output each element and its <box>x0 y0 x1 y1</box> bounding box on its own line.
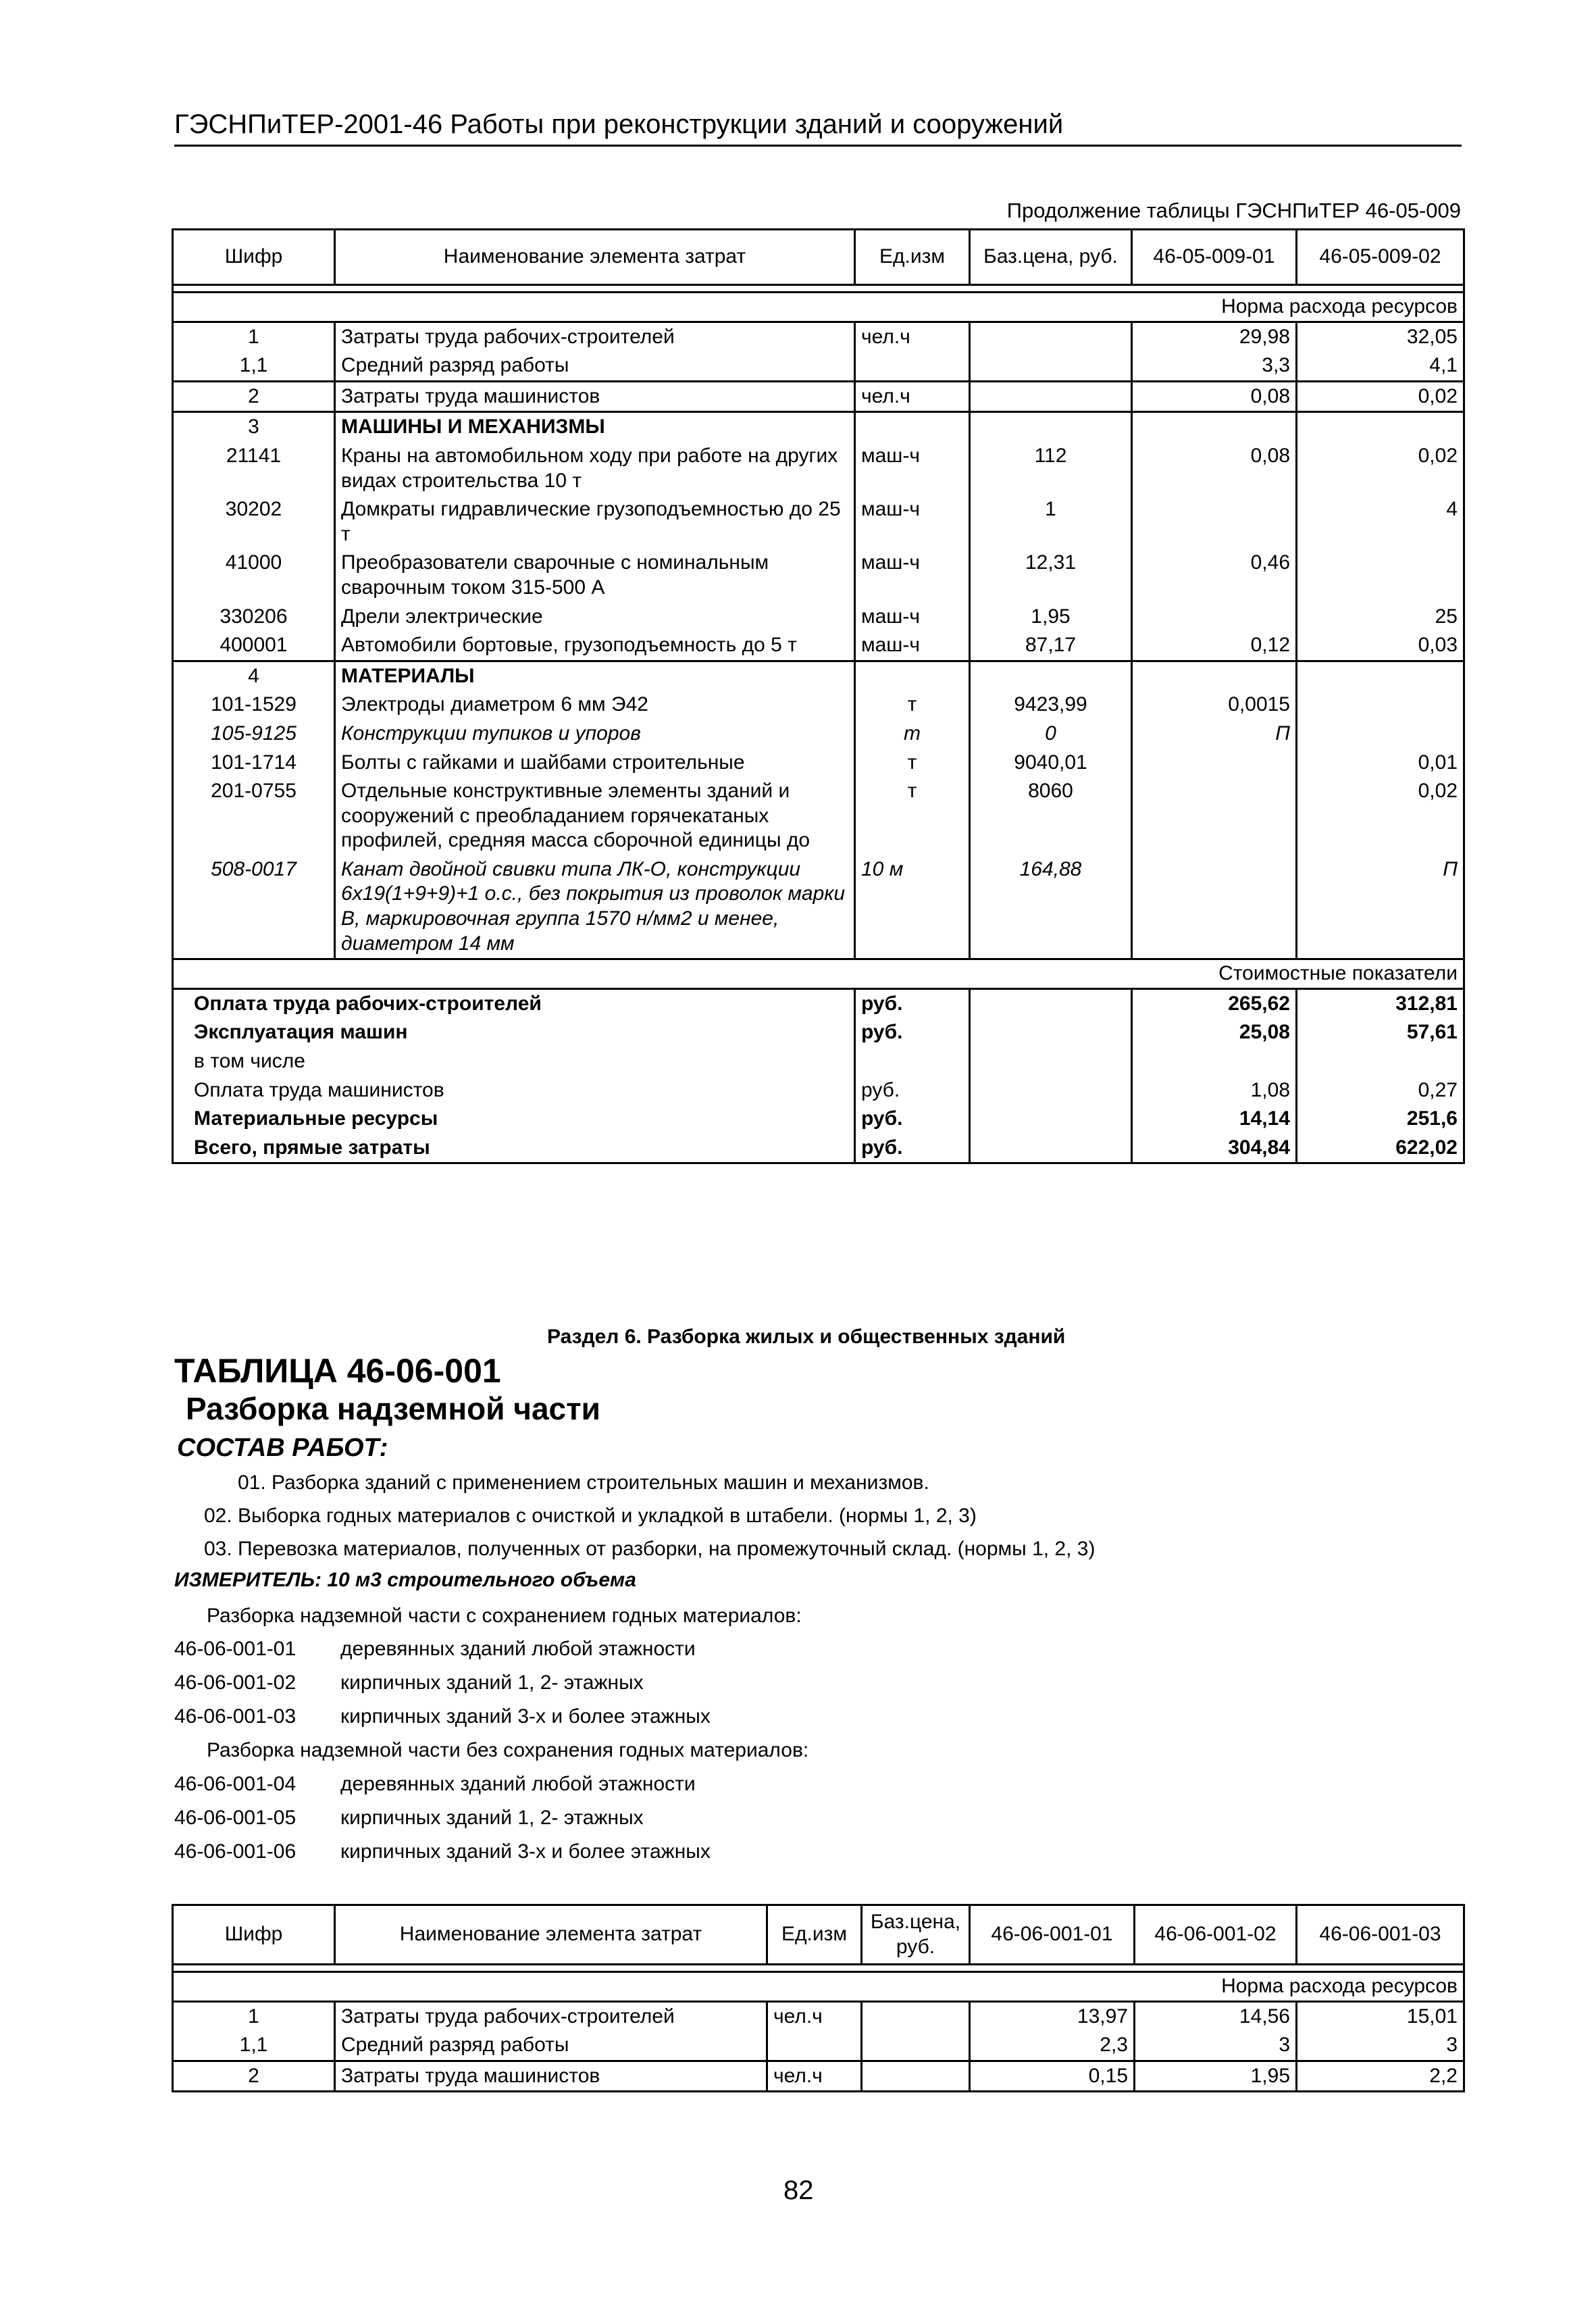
table-row: 508-0017 Канат двойной свивки типа ЛК-О, конструкции 6х19(1+9+9)+1 о.с., без покрытия из проволок марки В, маркировочная группа 1570 н/мм2 и менее, диаметром 14 мм 10 м 164,88 П <box>173 855 1464 959</box>
norm-code: 46-06-001-01 <box>174 1638 297 1660</box>
norm-code: 46-06-001-06 <box>174 1840 297 1863</box>
col-header-code-03: 46-06-001-03 <box>1297 1905 1464 1965</box>
table-row: 41000 Преобразователи сварочные с номинальным сварочным током 315-500 А маш-ч 12,31 0,46 <box>173 549 1464 602</box>
cost-row: Оплата труда рабочих-строителей руб. 265,62 312,81 <box>173 988 1464 1018</box>
header-gap <box>173 1965 1464 1972</box>
table-row: 1,1 Средний разряд работы 2,3 3 3 <box>173 2031 1464 2061</box>
work-item: 03. Перевозка материалов, полученных от разборки, на промежуточный склад. (нормы 1, 2, 3) <box>204 1538 1096 1560</box>
table-row: 1,1 Средний разряд работы 3,3 4,1 <box>173 351 1464 381</box>
col-header-name: Наименование элемента затрат <box>335 1905 767 1965</box>
table-row: 2 Затраты труда машинистов чел.ч 0,08 0,02 <box>173 381 1464 412</box>
table-row: 101-1714 Болты с гайками и шайбами строительные т 9040,01 0,01 <box>173 749 1464 778</box>
table-row: 201-0755 Отдельные конструктивные элементы зданий и сооружений с преобладанием горячекатаных профилей, средняя масса сборочной единицы до т 8060 0,02 <box>173 777 1464 855</box>
band-resource-norms: Норма расхода ресурсов <box>173 293 1464 322</box>
table-subtitle: Разборка надземной части <box>186 1391 600 1426</box>
group-heading: Разборка надземной части с сохранением годных материалов: <box>207 1605 802 1627</box>
work-item: 02. Выборка годных материалов с очисткой и укладкой в штабели. (нормы 1, 2, 3) <box>204 1505 977 1527</box>
table-continuation-note: Продолжение таблицы ГЭСНПиТЕР 46-05-009 <box>1006 199 1461 222</box>
col-header-name: Наименование элемента затрат <box>335 230 855 285</box>
col-header-code-02: 46-06-001-02 <box>1135 1905 1297 1965</box>
table-row-section-materials: 4 МАТЕРИАЛЫ <box>173 661 1464 690</box>
works-heading: СОСТАВ РАБОТ: <box>177 1434 388 1462</box>
table-row: 330206 Дрели электрические маш-ч 1,95 25 <box>173 603 1464 632</box>
cost-row: в том числе <box>173 1047 1464 1076</box>
col-header-unit: Ед.изм <box>767 1905 862 1965</box>
table-title: ТАБЛИЦА 46-06-001 <box>174 1352 501 1390</box>
band-resource-norms: Норма расхода ресурсов <box>173 1972 1464 2002</box>
table-header-row <box>173 230 1464 285</box>
cost-row: Эксплуатация машин руб. 25,08 57,61 <box>173 1018 1464 1047</box>
resource-table-46-06-001 <box>172 1904 1465 2092</box>
resource-table-46-05-009 <box>172 228 1465 1164</box>
page-number: 82 <box>783 2175 814 2205</box>
table-row: 1 Затраты труда рабочих-строителей чел.ч 29,98 32,05 <box>173 322 1464 351</box>
table-row: 400001 Автомобили бортовые, грузоподъемность до 5 т маш-ч 87,17 0,12 0,03 <box>173 631 1464 661</box>
table-row: 21141 Краны на автомобильном ходу при работе на других видах строительства 10 т маш-ч 112 0,08 0,02 <box>173 442 1464 495</box>
work-item: 01. Разборка зданий с применением строительных машин и механизмов. <box>238 1472 929 1494</box>
section-title: Раздел 6. Разборка жилых и общественных зданий <box>547 1326 1066 1348</box>
group-heading: Разборка надземной части без сохранения годных материалов: <box>207 1739 809 1761</box>
table-row: 2 Затраты труда машинистов чел.ч 0,15 1,95 2,2 <box>173 2061 1464 2092</box>
cost-row-total: Всего, прямые затраты руб. 304,84 622,02 <box>173 1134 1464 1163</box>
col-header-code: Шифр <box>173 230 335 285</box>
table-row: 30202 Домкраты гидравлические грузоподъемностью до 25 т маш-ч 1 4 <box>173 495 1464 549</box>
norm-code: 46-06-001-03 <box>174 1705 297 1728</box>
norm-description: кирпичных зданий 3-х и более этажных <box>340 1840 711 1863</box>
table-row-section-machines: 3 МАШИНЫ И МЕХАНИЗМЫ <box>173 412 1464 442</box>
cost-row: Оплата труда машинистов руб. 1,08 0,27 <box>173 1076 1464 1105</box>
header-rule <box>174 145 1462 147</box>
table-header-row <box>173 1905 1464 1965</box>
cost-row: Материальные ресурсы руб. 14,14 251,6 <box>173 1105 1464 1134</box>
norm-code: 46-06-001-02 <box>174 1671 297 1694</box>
col-header-price: Баз.цена, руб. <box>862 1905 970 1965</box>
col-header-code: Шифр <box>173 1905 335 1965</box>
col-header-unit: Ед.изм <box>855 230 970 285</box>
norm-description: кирпичных зданий 3-х и более этажных <box>340 1705 711 1728</box>
col-header-code-01: 46-05-009-01 <box>1132 230 1297 285</box>
norm-code: 46-06-001-05 <box>174 1807 297 1829</box>
running-header: ГЭСНПиТЕР-2001-46 Работы при реконструкции зданий и сооружений <box>174 109 1064 139</box>
norm-description: деревянных зданий любой этажности <box>340 1638 696 1660</box>
col-header-code-01: 46-06-001-01 <box>970 1905 1135 1965</box>
norm-description: кирпичных зданий 1, 2- этажных <box>340 1807 644 1829</box>
norm-code: 46-06-001-04 <box>174 1773 297 1795</box>
table-row: 1 Затраты труда рабочих-строителей чел.ч 13,97 14,56 15,01 <box>173 2001 1464 2031</box>
col-header-code-02: 46-05-009-02 <box>1297 230 1464 285</box>
norm-description: кирпичных зданий 1, 2- этажных <box>340 1671 644 1694</box>
header-gap <box>173 285 1464 293</box>
band-cost-indicators: Стоимостные показатели <box>173 959 1464 989</box>
table-row: 101-1529 Электроды диаметром 6 мм Э42 т 9423,99 0,0015 <box>173 690 1464 720</box>
norm-description: деревянных зданий любой этажности <box>340 1773 696 1795</box>
measure-unit: ИЗМЕРИТЕЛЬ: 10 м3 строительного объема <box>174 1569 636 1591</box>
table-row: 105-9125 Конструкции тупиков и упоров т 0 П <box>173 720 1464 749</box>
col-header-price: Баз.цена, руб. <box>970 230 1132 285</box>
